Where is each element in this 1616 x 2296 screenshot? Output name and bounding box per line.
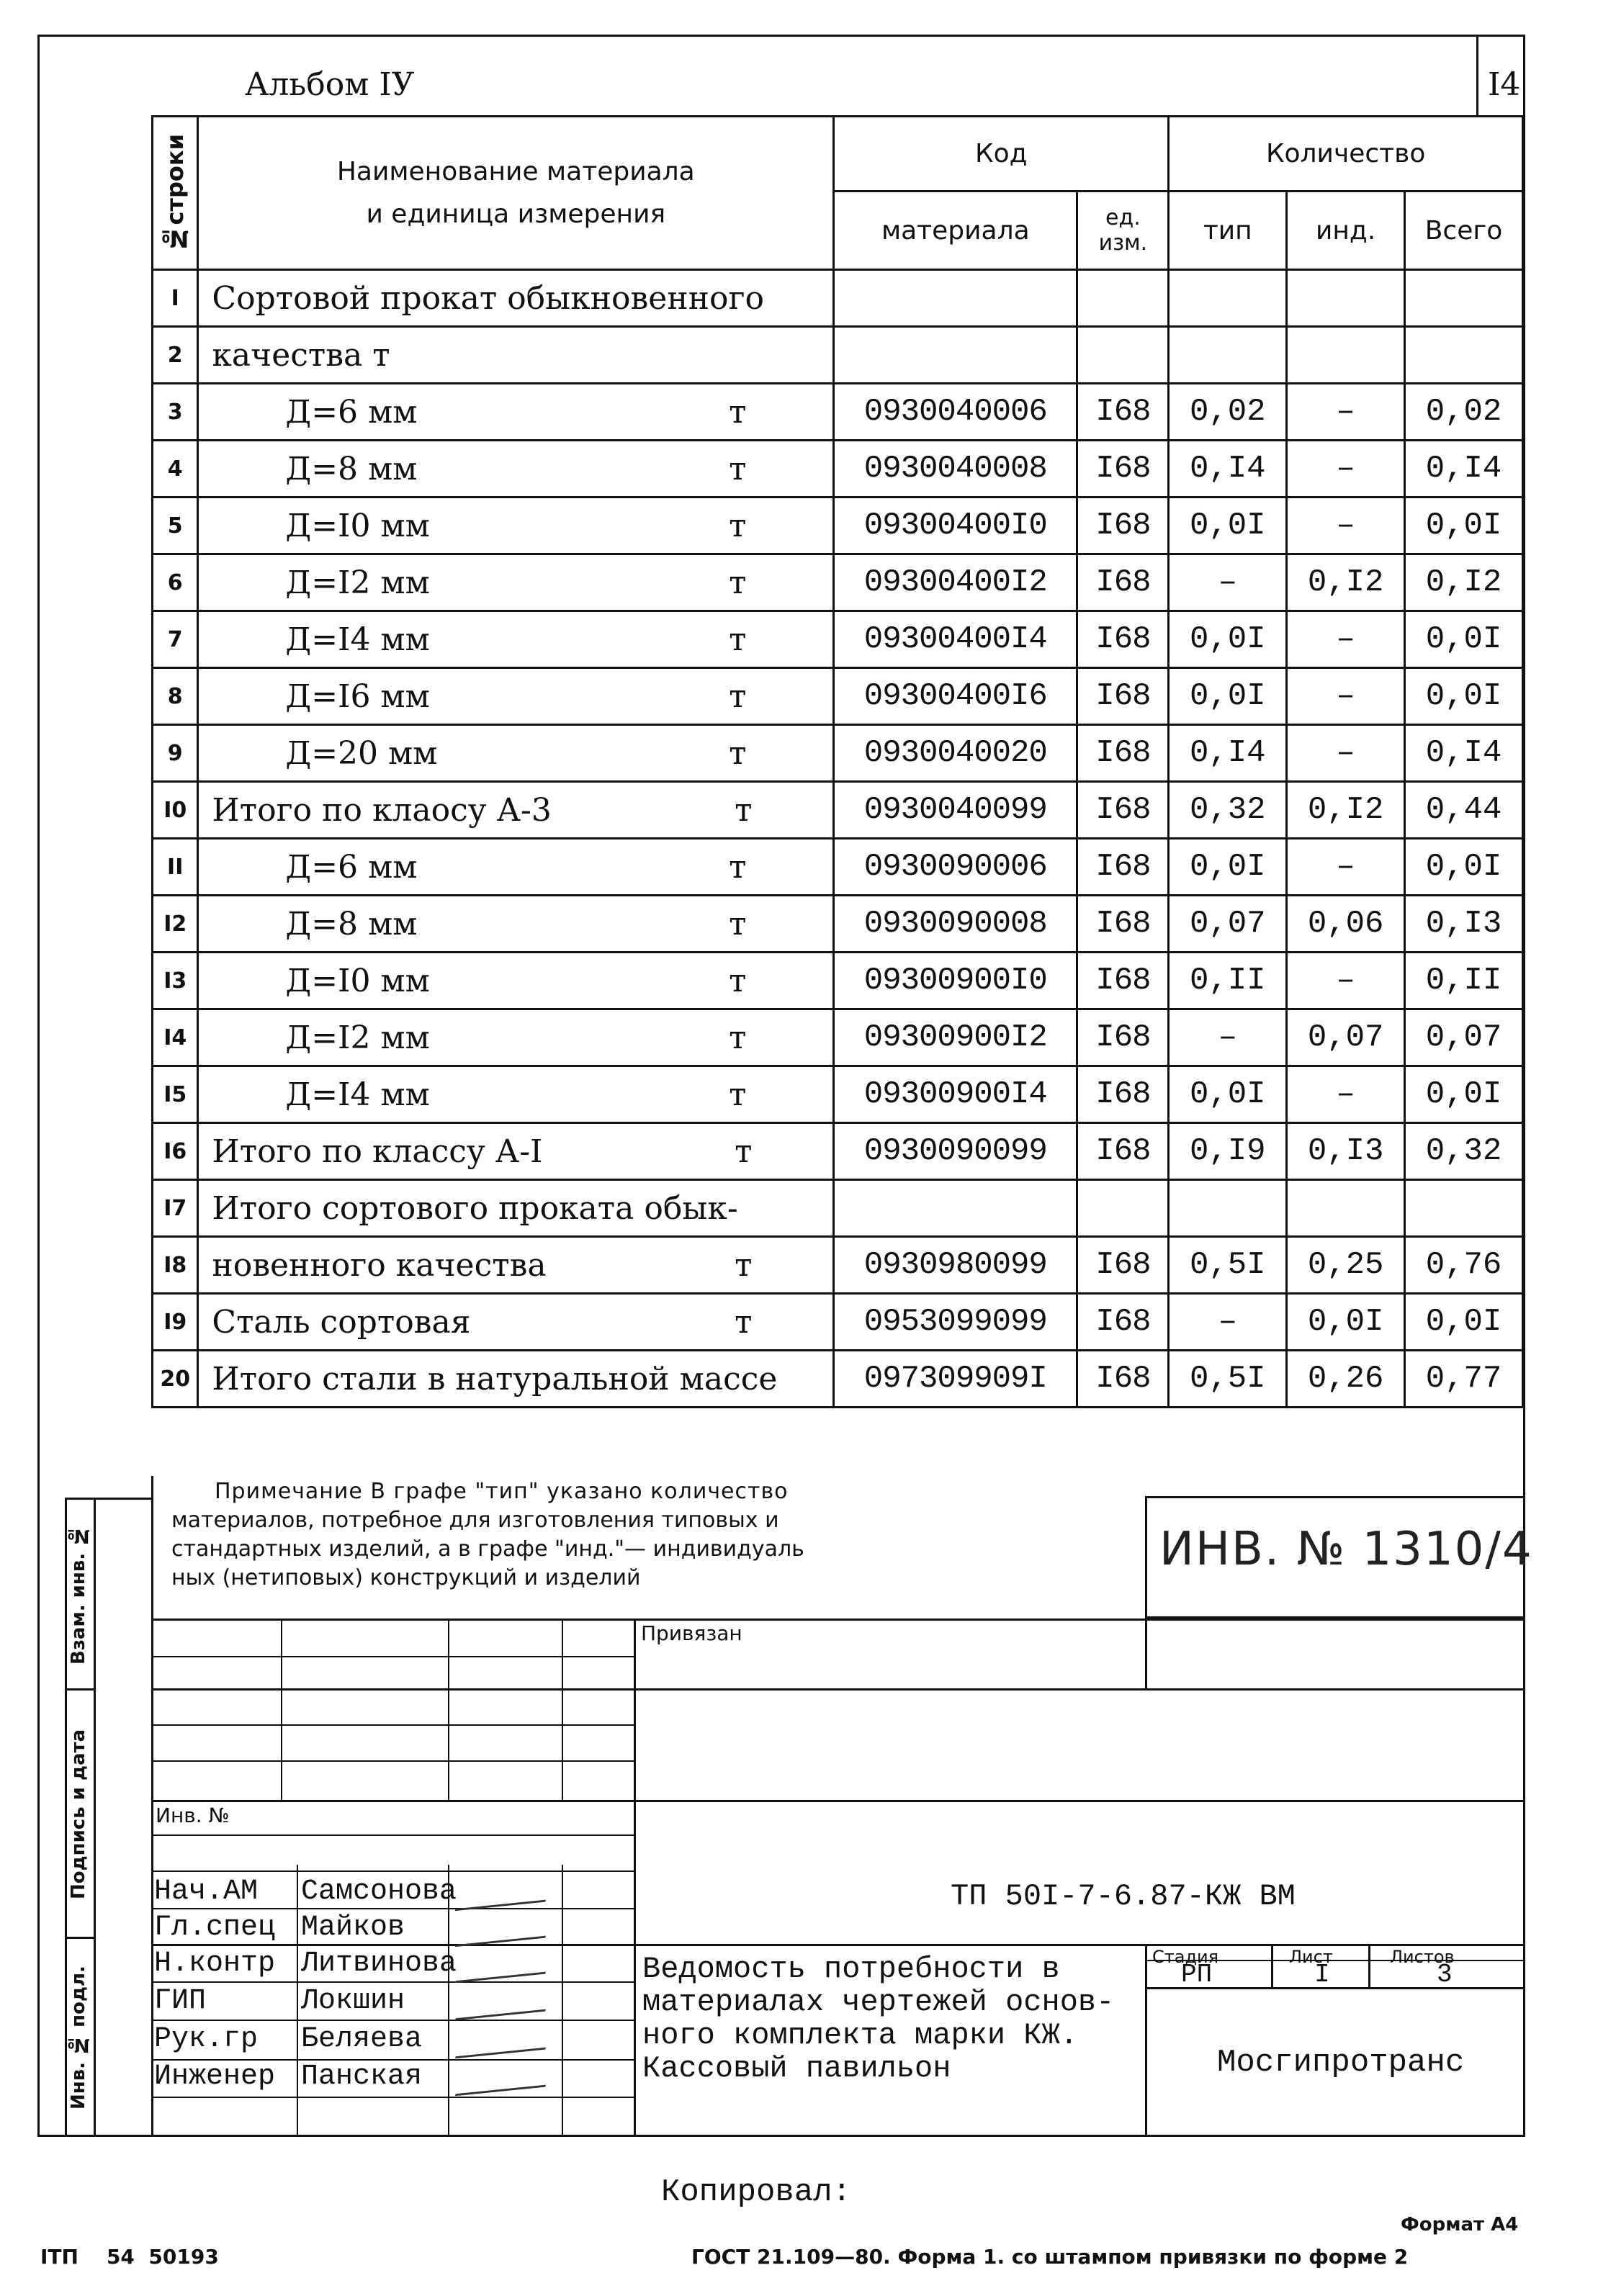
qty-total: 0,0I (1405, 1066, 1523, 1123)
material-name-cell (198, 1123, 834, 1180)
table-row (153, 384, 1523, 441)
unit-code: I68 (1077, 953, 1169, 1009)
material-name-cell (198, 1351, 834, 1408)
gost-reference: ГОСТ 21.109—80. Форма 1. со штампом привязки по форме 2 (691, 2245, 1409, 2269)
qty-total: 0,I4 (1405, 725, 1523, 782)
qty-total: 0,76 (1405, 1237, 1523, 1294)
qty-total: 0,0I (1405, 668, 1523, 725)
qty-ind: 0,I2 (1287, 554, 1405, 611)
row-number: 3 (153, 384, 198, 441)
qty-type: 0,0I (1169, 839, 1287, 896)
qty-type: 0,02 (1169, 384, 1287, 441)
material-name: Д=8 мм (285, 450, 418, 487)
note-line-2: материалов, потребное для изготовления типовых и (171, 1508, 779, 1533)
row-number: 8 (153, 668, 198, 725)
row-number: 9 (153, 725, 198, 782)
qty-type: 0,I9 (1169, 1123, 1287, 1180)
qty-ind (1287, 1180, 1405, 1237)
material-name: Д=20 мм (285, 734, 438, 772)
material-code: 09300400I0 (834, 498, 1077, 554)
material-code (834, 1180, 1077, 1237)
table-row (153, 896, 1523, 953)
qty-ind: – (1287, 1066, 1405, 1123)
table-row (153, 327, 1523, 384)
unit-code: I68 (1077, 554, 1169, 611)
material-code: 09300900I4 (834, 1066, 1077, 1123)
qty-ind: 0,06 (1287, 896, 1405, 953)
material-code: 097309909I (834, 1351, 1077, 1408)
privyazan-label: Привязан (641, 1621, 742, 1645)
qty-total: 0,77 (1405, 1351, 1523, 1408)
material-code: 0930040006 (834, 384, 1077, 441)
signatory-role: Н.контр (154, 1948, 276, 1980)
note-line-1: Примечание В графе "тип" указано количество (215, 1479, 789, 1504)
sheets-label: Листов (1390, 1947, 1455, 1967)
qty-ind: 0,07 (1287, 1009, 1405, 1066)
material-name: Д=I2 мм (285, 1019, 430, 1056)
document-code: ТП 50I-7-6.87-КЖ ВМ (951, 1879, 1296, 1914)
qty-ind: – (1287, 839, 1405, 896)
qty-total: 0,32 (1405, 1123, 1523, 1180)
material-name-cell (198, 782, 834, 839)
row-number: 20 (153, 1351, 198, 1408)
qty-total (1405, 327, 1523, 384)
qty-type: 0,0I (1169, 498, 1287, 554)
inv-no-label: Инв. № (156, 1804, 230, 1827)
title-line-3: ного комплекта марки КЖ. (642, 2018, 1078, 2053)
material-name-cell (198, 953, 834, 1009)
table-row (153, 668, 1523, 725)
header-rownum: №строки (153, 117, 198, 270)
qty-total: 0,I2 (1405, 554, 1523, 611)
material-unit: т (729, 677, 747, 715)
unit-code (1077, 1180, 1169, 1237)
material-name-cell (198, 896, 834, 953)
unit-code: I68 (1077, 668, 1169, 725)
footer-left-code: ІТП 54 50193 (40, 2245, 219, 2269)
material-unit: т (735, 791, 753, 829)
qty-ind: – (1287, 498, 1405, 554)
material-name: Итого по классу А-I (212, 1133, 543, 1170)
material-name-cell (198, 1066, 834, 1123)
material-name-cell (198, 1294, 834, 1351)
table-row (153, 1123, 1523, 1180)
header-qty-total: Всего (1405, 192, 1523, 270)
material-name-cell (198, 725, 834, 782)
qty-ind: – (1287, 725, 1405, 782)
qty-type: 0,II (1169, 953, 1287, 1009)
signatory-role: Рук.гр (154, 2023, 259, 2056)
qty-type: 0,0I (1169, 611, 1287, 668)
unit-code: I68 (1077, 498, 1169, 554)
unit-code: I68 (1077, 1237, 1169, 1294)
signatory-name: Литвинова (301, 1948, 457, 1980)
material-name-cell (198, 668, 834, 725)
header-code-material: материала (834, 192, 1077, 270)
qty-total: 0,II (1405, 953, 1523, 1009)
material-unit: т (729, 962, 747, 999)
table-row (153, 1294, 1523, 1351)
material-code: 0930980099 (834, 1237, 1077, 1294)
material-name-cell (198, 1237, 834, 1294)
qty-ind (1287, 270, 1405, 327)
qty-total: 0,0I (1405, 1294, 1523, 1351)
qty-type: 0,07 (1169, 896, 1287, 953)
unit-code: I68 (1077, 441, 1169, 498)
side-label-podpis: Подпись и дата (68, 1729, 89, 1900)
table-row (153, 953, 1523, 1009)
note (171, 1477, 804, 1593)
material-name: Итого стали в натуральной массе (212, 1360, 778, 1397)
material-unit: т (729, 564, 747, 601)
row-number: I (153, 270, 198, 327)
table-row (153, 270, 1523, 327)
material-unit: т (729, 621, 747, 658)
material-name: Д=I0 мм (285, 962, 430, 999)
material-code (834, 270, 1077, 327)
side-label-inv-podl: Инв. № подл. (68, 1966, 89, 2110)
qty-type: 0,5I (1169, 1351, 1287, 1408)
row-number: I7 (153, 1180, 198, 1237)
sheet-value: I (1314, 1960, 1330, 1989)
table-row (153, 498, 1523, 554)
material-code: 0930090006 (834, 839, 1077, 896)
signatory-name: Панская (301, 2061, 423, 2093)
material-unit: т (729, 905, 747, 942)
unit-code: I68 (1077, 1294, 1169, 1351)
material-unit: т (729, 1076, 747, 1113)
material-name: Д=I2 мм (285, 564, 430, 601)
signatory-role: Гл.спец (154, 1912, 276, 1944)
table-row (153, 1066, 1523, 1123)
material-name: Сталь сортовая (212, 1303, 471, 1341)
signatory-name: Локшин (301, 1985, 405, 2017)
material-code: 09300900I0 (834, 953, 1077, 1009)
title-line-4: Кассовый павильон (642, 2051, 951, 2086)
material-code: 0930090099 (834, 1123, 1077, 1180)
signatory-name: Майков (301, 1912, 405, 1944)
qty-ind: – (1287, 953, 1405, 1009)
row-number: 7 (153, 611, 198, 668)
stage-value: РП (1181, 1960, 1213, 1989)
qty-type: 0,I4 (1169, 725, 1287, 782)
qty-type: 0,32 (1169, 782, 1287, 839)
table-row (153, 1351, 1523, 1408)
signatory-name: Самсонова (301, 1876, 457, 1908)
unit-code: I68 (1077, 1009, 1169, 1066)
qty-total: 0,0I (1405, 498, 1523, 554)
material-unit: т (729, 848, 747, 886)
material-name: Д=6 мм (285, 848, 418, 886)
material-unit: т (735, 1246, 753, 1284)
qty-total: 0,0I (1405, 611, 1523, 668)
material-name-cell (198, 1180, 834, 1237)
side-label-vzam: Взам. инв. № (68, 1524, 89, 1665)
qty-total: 0,44 (1405, 782, 1523, 839)
material-unit: т (729, 1019, 747, 1056)
row-number: I4 (153, 1009, 198, 1066)
material-unit: т (729, 507, 747, 544)
material-unit: т (735, 1303, 753, 1341)
material-name-cell (198, 327, 834, 384)
qty-total: 0,07 (1405, 1009, 1523, 1066)
qty-ind (1287, 327, 1405, 384)
qty-ind: – (1287, 441, 1405, 498)
material-name-cell (198, 384, 834, 441)
table-row (153, 1180, 1523, 1237)
material-name-cell (198, 1009, 834, 1066)
row-number: I9 (153, 1294, 198, 1351)
qty-type: 0,I4 (1169, 441, 1287, 498)
table-row (153, 611, 1523, 668)
copied-label: Копировал: (661, 2174, 852, 2210)
material-code: 0930040099 (834, 782, 1077, 839)
row-number: I8 (153, 1237, 198, 1294)
unit-code: I68 (1077, 896, 1169, 953)
material-code: 09300400I6 (834, 668, 1077, 725)
stage-label: Стадия (1152, 1947, 1219, 1967)
row-number: I3 (153, 953, 198, 1009)
qty-total (1405, 270, 1523, 327)
row-number: 6 (153, 554, 198, 611)
unit-code: I68 (1077, 725, 1169, 782)
material-name: Итого по клаосу А-3 (212, 791, 552, 829)
material-name: Д=6 мм (285, 393, 418, 431)
material-name-cell (198, 554, 834, 611)
organization: Мосгипротранс (1217, 2045, 1465, 2081)
row-number: I2 (153, 896, 198, 953)
header-code-unit: ед. изм. (1077, 192, 1169, 270)
material-code: 0930090008 (834, 896, 1077, 953)
qty-ind: 0,25 (1287, 1237, 1405, 1294)
material-name: Д=8 мм (285, 905, 418, 942)
qty-total: 0,0I (1405, 839, 1523, 896)
material-name: Итого сортового проката обык- (212, 1189, 738, 1227)
material-code: 0930040008 (834, 441, 1077, 498)
unit-code (1077, 270, 1169, 327)
table-row (153, 725, 1523, 782)
material-name: Д=I0 мм (285, 507, 430, 544)
unit-code: I68 (1077, 384, 1169, 441)
qty-type: 0,5I (1169, 1237, 1287, 1294)
material-name: Д=I4 мм (285, 1076, 430, 1113)
qty-type: – (1169, 554, 1287, 611)
qty-type: – (1169, 1009, 1287, 1066)
unit-code: I68 (1077, 1123, 1169, 1180)
material-name-cell (198, 839, 834, 896)
title-line-1: Ведомость потребности в (642, 1952, 1060, 1986)
table-row (153, 1009, 1523, 1066)
sheet-label: Лист (1289, 1947, 1333, 1967)
qty-ind: – (1287, 611, 1405, 668)
material-unit: т (729, 734, 747, 772)
qty-ind: 0,26 (1287, 1351, 1405, 1408)
sheet-number: I4 (1488, 66, 1521, 103)
note-line-3: стандартных изделий, а в графе "инд."— индивидуаль (171, 1536, 804, 1562)
material-code (834, 327, 1077, 384)
qty-type (1169, 1180, 1287, 1237)
inventory-stamp: ИНВ. № 1310/4 (1159, 1523, 1533, 1576)
qty-total: 0,I4 (1405, 441, 1523, 498)
qty-ind: 0,I2 (1287, 782, 1405, 839)
qty-total: 0,I3 (1405, 896, 1523, 953)
material-name-cell (198, 270, 834, 327)
material-unit: т (729, 393, 747, 431)
signatory-name: Беляева (301, 2023, 423, 2056)
signatory-role: ГИП (154, 1985, 207, 2017)
qty-total (1405, 1180, 1523, 1237)
note-line-4: ных (нетиповых) конструкций и изделий (171, 1565, 641, 1590)
document-title (642, 1953, 1114, 2085)
signatory-role: Инженер (154, 2061, 276, 2093)
table-row (153, 839, 1523, 896)
row-number: 4 (153, 441, 198, 498)
table-row (153, 554, 1523, 611)
material-name: качества т (212, 336, 390, 374)
unit-code: I68 (1077, 611, 1169, 668)
material-name: Д=I4 мм (285, 621, 430, 658)
material-code: 09300400I4 (834, 611, 1077, 668)
material-unit: т (729, 450, 747, 487)
unit-code: I68 (1077, 1351, 1169, 1408)
row-number: I6 (153, 1123, 198, 1180)
signatory-role: Нач.АМ (154, 1876, 259, 1908)
qty-total: 0,02 (1405, 384, 1523, 441)
material-name-cell (198, 441, 834, 498)
format-label: Формат А4 (1401, 2214, 1519, 2236)
unit-code: I68 (1077, 782, 1169, 839)
unit-code: I68 (1077, 839, 1169, 896)
material-code: 0953099099 (834, 1294, 1077, 1351)
material-name: Д=I6 мм (285, 677, 430, 715)
row-number: I5 (153, 1066, 198, 1123)
unit-code: I68 (1077, 1066, 1169, 1123)
qty-type: 0,0I (1169, 668, 1287, 725)
row-number: 2 (153, 327, 198, 384)
material-unit: т (735, 1133, 753, 1170)
qty-type (1169, 270, 1287, 327)
materials-table (151, 115, 1524, 1408)
row-number: 5 (153, 498, 198, 554)
qty-type: 0,0I (1169, 1066, 1287, 1123)
material-code: 09300400I2 (834, 554, 1077, 611)
header-code: Код (834, 117, 1169, 192)
material-code: 0930040020 (834, 725, 1077, 782)
row-number: II (153, 839, 198, 896)
album-title: Альбом IУ (245, 66, 415, 103)
qty-ind: 0,I3 (1287, 1123, 1405, 1180)
row-number: I0 (153, 782, 198, 839)
qty-type (1169, 327, 1287, 384)
material-name-cell (198, 611, 834, 668)
header-quantity: Количество (1169, 117, 1523, 192)
header-name: Наименование материала и единица измерения (198, 117, 834, 270)
material-name: Сортовой прокат обыкновенного (212, 279, 765, 317)
table-row (153, 1237, 1523, 1294)
table-row (153, 441, 1523, 498)
header-qty-ind: инд. (1287, 192, 1405, 270)
material-name: новенного качества (212, 1246, 547, 1284)
material-name-cell (198, 498, 834, 554)
title-line-2: материалах чертежей основ- (642, 1985, 1115, 2020)
header-qty-type: тип (1169, 192, 1287, 270)
qty-ind: – (1287, 384, 1405, 441)
qty-type: – (1169, 1294, 1287, 1351)
sheets-value: 3 (1437, 1960, 1453, 1989)
material-code: 09300900I2 (834, 1009, 1077, 1066)
table-row (153, 782, 1523, 839)
unit-code (1077, 327, 1169, 384)
qty-ind: – (1287, 668, 1405, 725)
qty-ind: 0,0I (1287, 1294, 1405, 1351)
